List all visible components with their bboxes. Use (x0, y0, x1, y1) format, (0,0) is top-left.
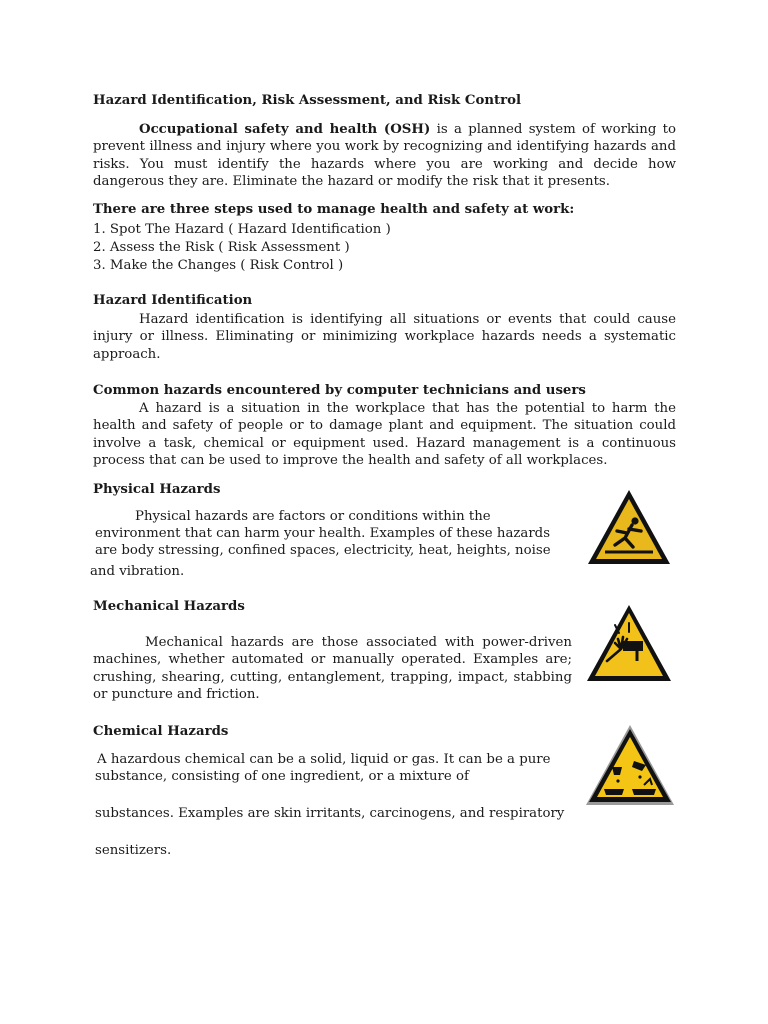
list-item: 3. Make the Changes ( Risk Control ) (93, 258, 344, 273)
physical-line-1: Physical hazards are factors or conditions within the (135, 509, 491, 524)
chemical-line-4: sensitizers. (95, 843, 172, 858)
physical-line-2: environment that can harm your health. Examples of these hazards (95, 526, 551, 541)
common-hazards-heading: Common hazards encountered by computer technicians and users (93, 383, 586, 398)
chemical-line-3: substances. Examples are skin irritants, carcinogens, and respiratory (95, 806, 565, 821)
list-item: 1. Spot The Hazard ( Hazard Identification ) (93, 222, 391, 237)
mechanical-hazards-heading: Mechanical Hazards (93, 599, 245, 614)
chemical-line-2: substance, consisting of one ingredient, or a mixture of (95, 769, 469, 784)
common-hazards-text: A hazard is a situation in the workplace that has the potential to harm the health and safety of people or to damage plant and equipment. The situation could involve a task, chemical or equipment used. Hazard management is a continuous process that can be used to improve the health and safety of all workplaces. (93, 401, 676, 469)
hazard-identification-text: Hazard identification is identifying all situations or events that could cause injury or illness. Eliminating or minimizing workplace hazards needs a systematic approach. (93, 312, 676, 362)
slippery-floor-warning-icon (585, 487, 673, 567)
chemical-hazards-heading: Chemical Hazards (93, 724, 229, 739)
intro-term: Occupational safety and health (OSH) (139, 122, 431, 137)
document-title: Hazard Identification, Risk Assessment, and Risk Control (93, 93, 522, 108)
physical-line-3: are body stressing, confined spaces, electricity, heat, heights, noise (95, 543, 551, 558)
chemical-line-1: A hazardous chemical can be a solid, liquid or gas. It can be a pure (97, 752, 551, 767)
physical-line-4: and vibration. (90, 564, 185, 579)
hand-crush-warning-icon (585, 603, 673, 683)
list-item: 2. Assess the Risk ( Risk Assessment ) (93, 240, 350, 255)
mechanical-hazards-text: Mechanical hazards are those associated with power-driven machines, whether automated or manually operated. Examples are; crushing, shearing, cutting, entanglement, trapping, impact, stabbing or puncture and friction. (93, 635, 572, 703)
physical-hazards-heading: Physical Hazards (93, 482, 221, 497)
steps-list (93, 221, 391, 275)
steps-heading: There are three steps used to manage health and safety at work: (93, 202, 575, 217)
intro-text: is a planned system of working to prevent illness and injury where you work by recognizing and identifying hazards and risks. You must identify the hazards where you are working and decide how dangerous they are. Eliminate the hazard or modify the risk that it presents. (93, 122, 676, 190)
hazard-identification-heading: Hazard Identification (93, 293, 253, 308)
corrosive-warning-icon (584, 723, 676, 807)
intro-paragraph (93, 121, 676, 191)
